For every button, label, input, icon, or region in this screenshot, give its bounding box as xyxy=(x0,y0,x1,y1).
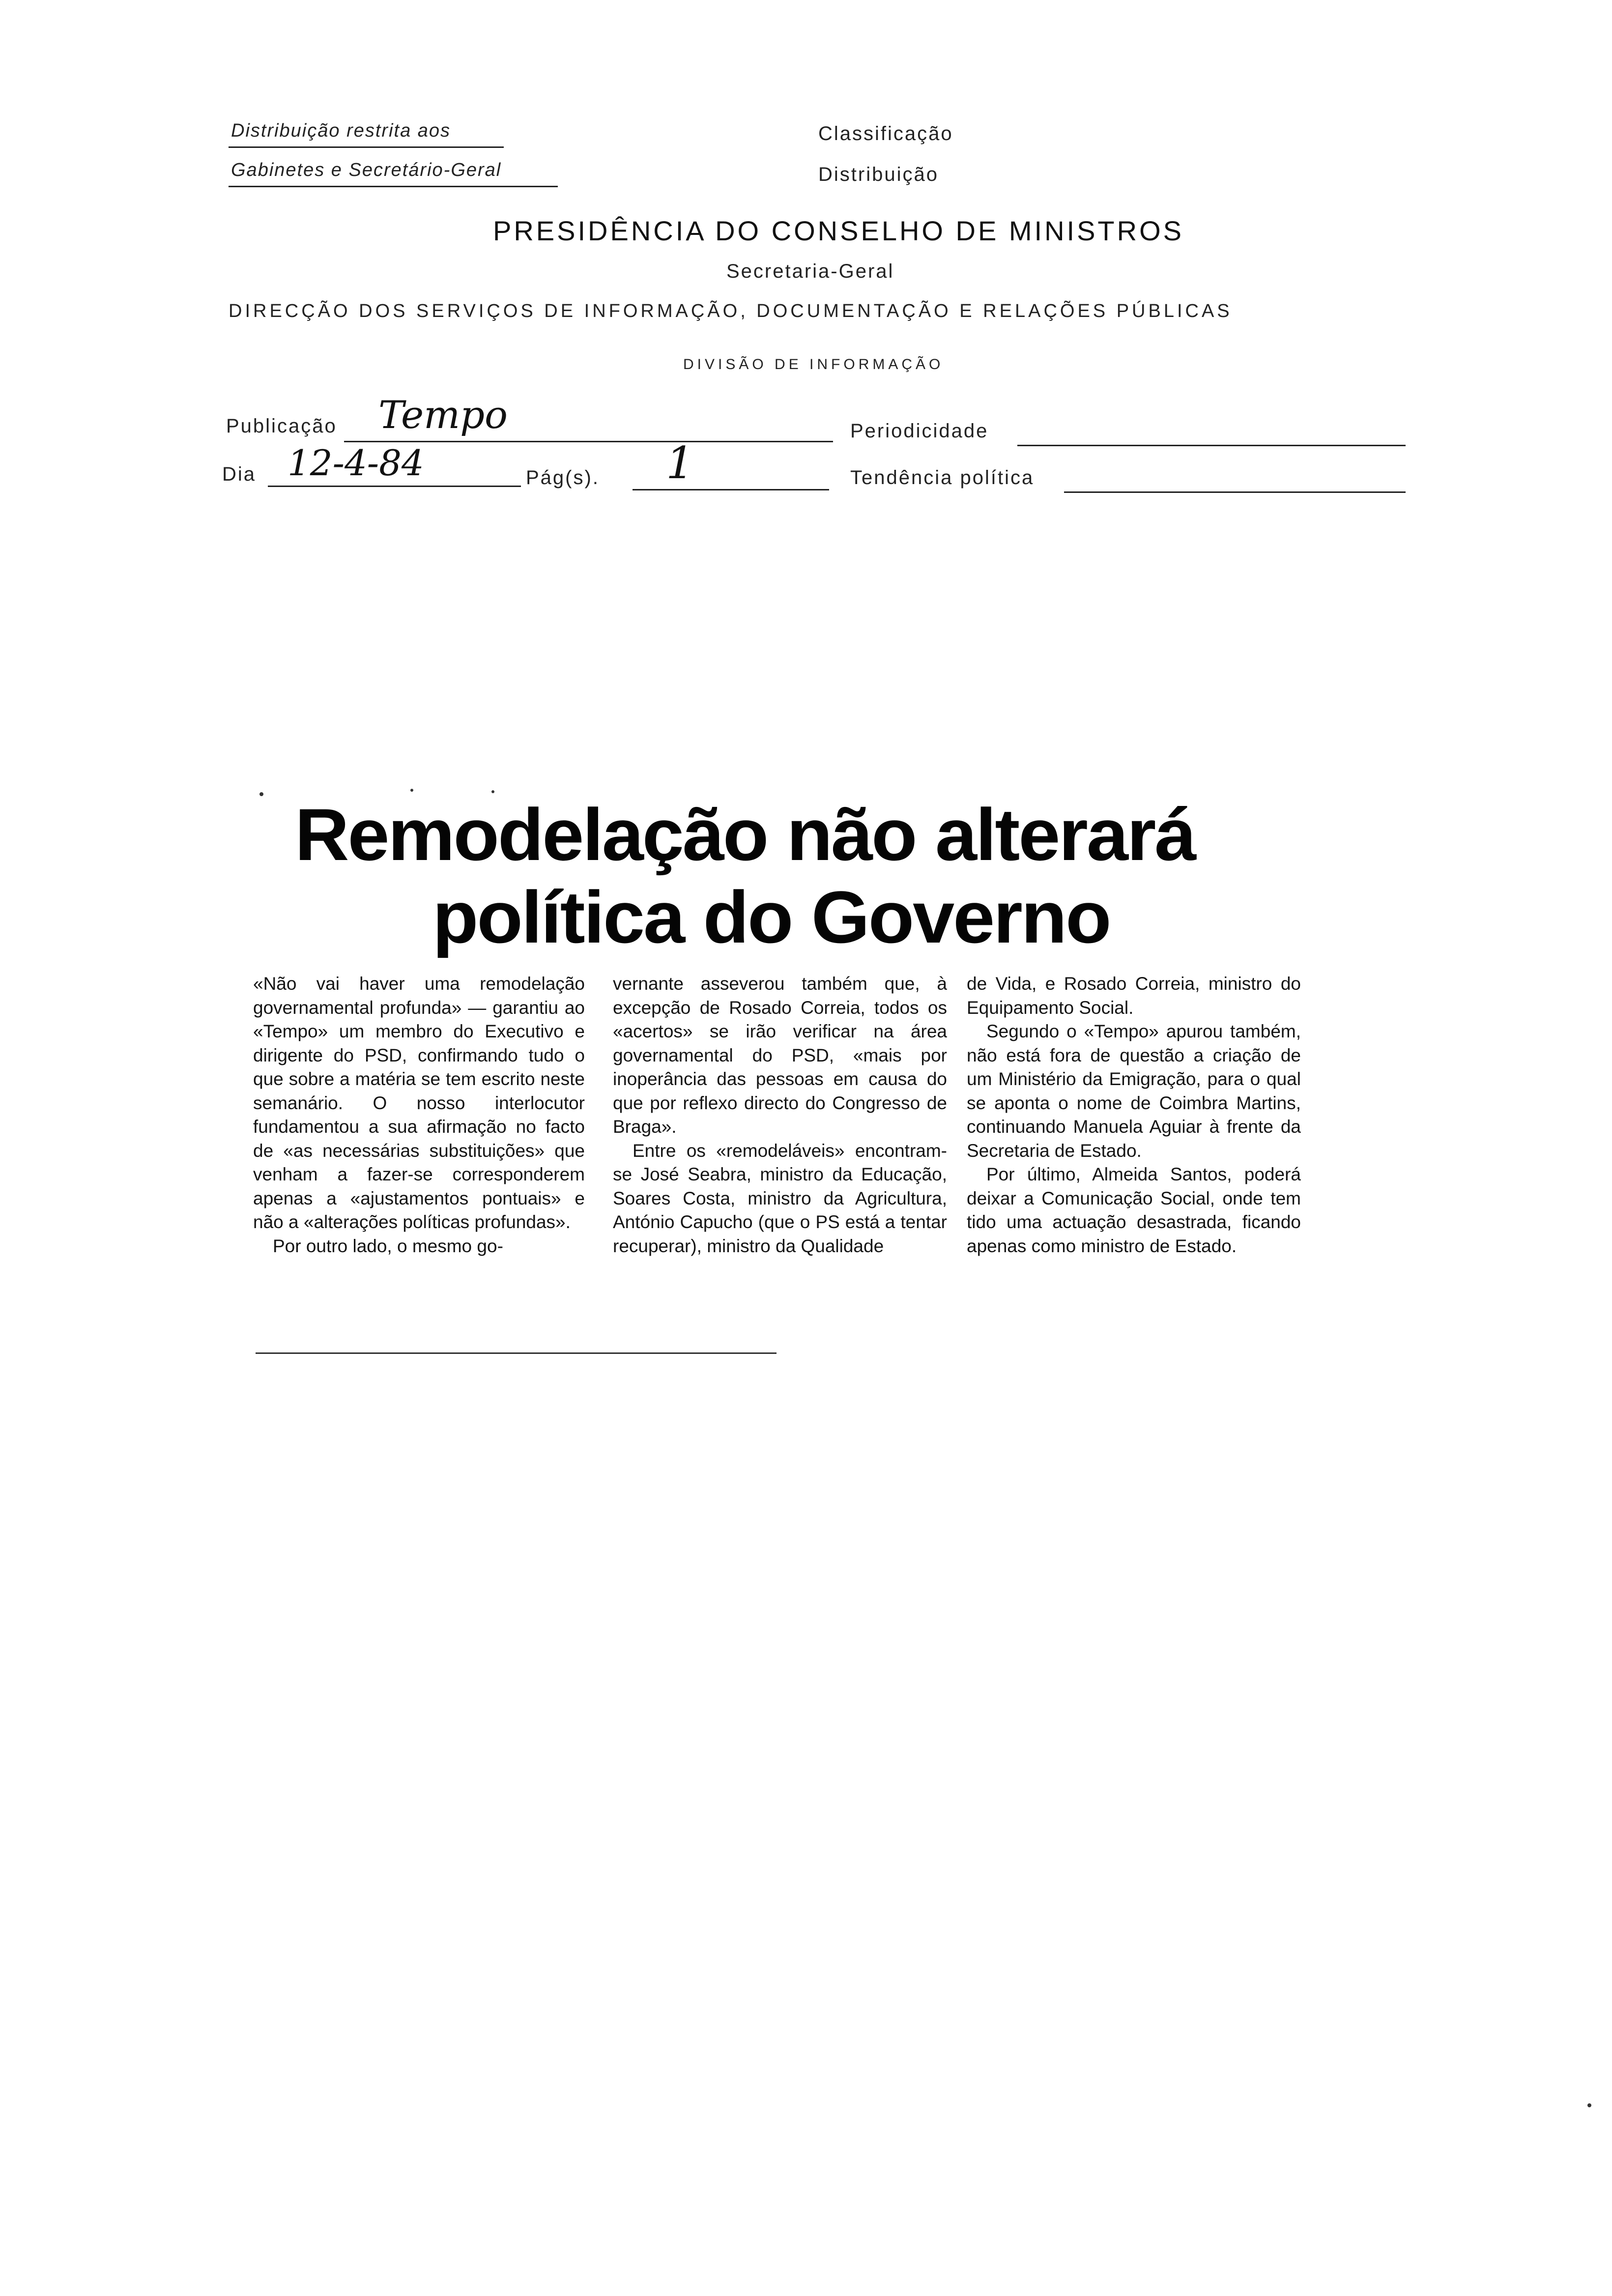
dia-value: 12-4-84 xyxy=(288,442,424,484)
division-line: DIVISÃO DE INFORMAÇÃO xyxy=(683,356,944,373)
periodicidade-field-line xyxy=(1017,445,1406,446)
pags-label: Pág(s). xyxy=(526,467,600,488)
pags-field-line xyxy=(633,489,829,490)
scan-speck xyxy=(259,792,263,796)
distribution-note-line1: Distribuição restrita aos xyxy=(231,120,451,141)
periodicidade-label: Periodicidade xyxy=(850,420,989,442)
article-column-1 xyxy=(253,972,585,1258)
dia-label: Dia xyxy=(222,463,257,485)
distribution-note-underline1 xyxy=(229,146,504,148)
page-title: PRESIDÊNCIA DO CONSELHO DE MINISTROS xyxy=(493,215,1184,246)
article-headline-line1: Remodelação não alterará xyxy=(295,793,1195,876)
scan-speck xyxy=(410,789,413,792)
article-headline-line2: política do Governo xyxy=(432,876,1110,958)
page-subtitle: Secretaria-Geral xyxy=(726,260,894,282)
scan-speck xyxy=(1587,2103,1591,2107)
distribution-note-underline2 xyxy=(229,186,558,187)
publicacao-label: Publicação xyxy=(226,415,337,437)
article-paragraph: Por último, Almeida Santos, poderá deixar a Comunicação Social, onde tem tido uma actuação desastrada, ficando apenas como ministro de Estado. xyxy=(967,1164,1301,1256)
article-paragraph: Segundo o «Tempo» apurou também, não está fora de questão a criação de um Ministério da Emigração, para o qual se aponta o nome de Coimbra Martins, continuando Manuela Aguiar à frente da Secretaria de Estado. xyxy=(967,1021,1301,1161)
tendencia-field-line xyxy=(1064,491,1406,493)
article-paragraph: «Não vai haver uma remodelação governamental profunda» — garantiu ao «Tempo» um membro do Executivo e dirigente do PSD, confirmando tudo o que sobre a matéria se tem escrito neste semanário. O nosso interlocutor fundamentou a sua afirmação no facto de «as necessárias substituições» que venham a fazer-se corresponderem apenas a «ajustamentos pontuais» e não a «alterações políticas profundas». xyxy=(253,974,585,1232)
tendencia-label: Tendência política xyxy=(850,467,1035,488)
publicacao-value: Tempo xyxy=(378,393,508,437)
article-paragraph: de Vida, e Rosado Correia, ministro do Equipamento Social. xyxy=(967,974,1301,1018)
distribuicao-label: Distribuição xyxy=(818,164,939,185)
article-paragraph: Por outro lado, o mesmo go- xyxy=(273,1235,503,1256)
article-paragraph: vernante asseverou também que, à excepção de Rosado Correia, todos os «acertos» se irão verificar na área governamental do PSD, «mais por inoperância das pessoas em causa do que por reflexo directo do Congresso de Braga». xyxy=(613,974,947,1137)
article-column-3 xyxy=(967,972,1301,1258)
article-column-2 xyxy=(613,972,947,1258)
article-bottom-rule xyxy=(256,1352,777,1354)
directorate-line: DIRECÇÃO DOS SERVIÇOS DE INFORMAÇÃO, DOCUMENTAÇÃO E RELAÇÕES PÚBLICAS xyxy=(229,301,1233,321)
article-paragraph: Entre os «remodeláveis» encontram-se José Seabra, ministro da Educação, Soares Costa, ministro da Agricultura, António Capucho (que o PS está a tentar recuperar), ministro da Qualidade xyxy=(613,1140,947,1256)
classificacao-label: Classificação xyxy=(818,123,953,144)
dia-field-line xyxy=(268,486,521,487)
distribution-note-line2: Gabinetes e Secretário-Geral xyxy=(231,160,502,180)
pags-value: 1 xyxy=(666,437,694,489)
